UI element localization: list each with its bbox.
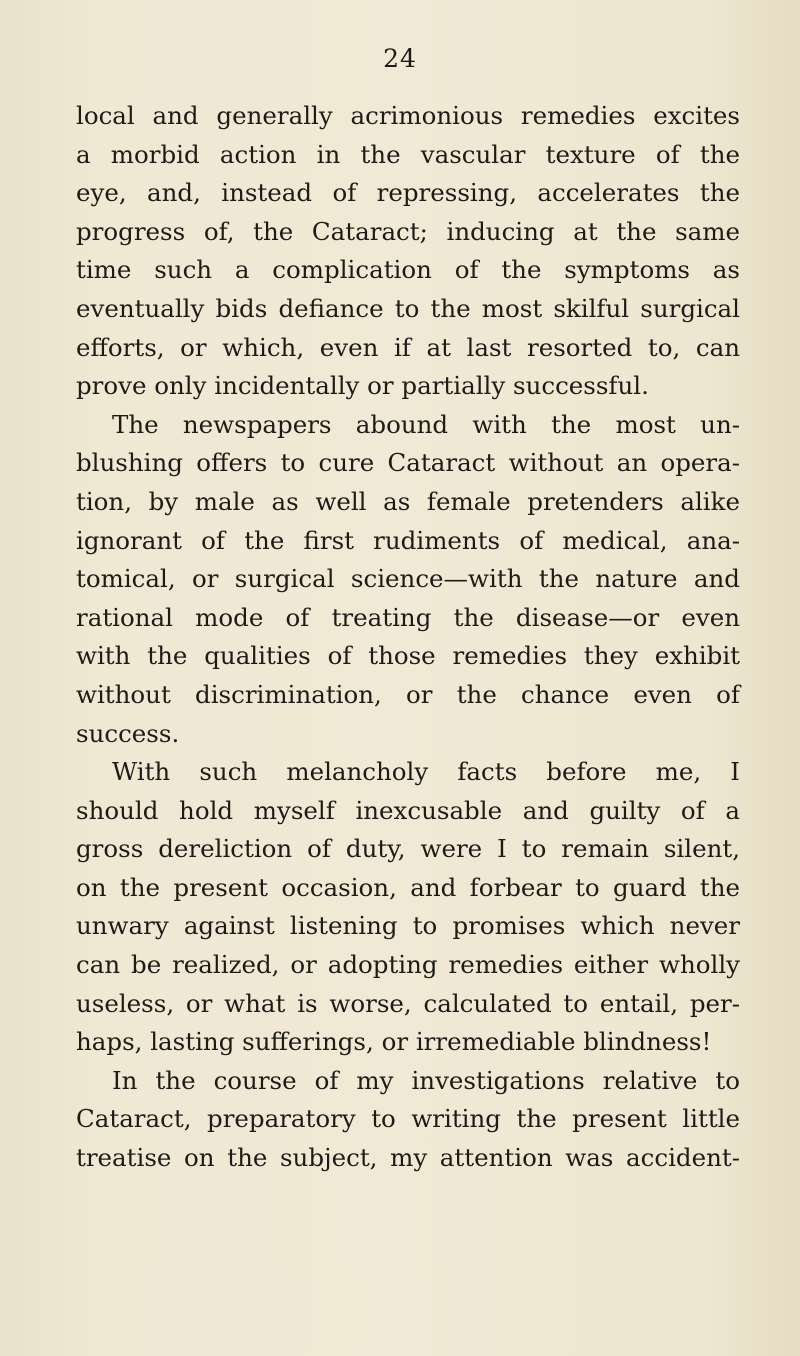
text-line: haps, lasting sufferings, or irremediable blindness! — [76, 1027, 712, 1057]
text-line: should hold myself inexcusable and guilty of a — [76, 795, 740, 825]
text-line: gross dereliction of duty, were I to remain silent, — [76, 834, 740, 864]
text-line: useless, or what is worse, calculated to entail, per- — [76, 988, 740, 1018]
text-line: treatise on the subject, my attention was accident- — [76, 1143, 740, 1173]
text-line: unwary against listening to promises which never — [76, 911, 740, 941]
text-line: eye, and, instead of repressing, accelerates the — [76, 178, 740, 208]
text-line: Cataract, preparatory to writing the present little — [76, 1104, 740, 1134]
text-line: local and generally acrimonious remedies excites — [76, 101, 740, 130]
text-line: with the qualities of those remedies they exhibit — [76, 641, 740, 671]
text-line: time such a complication of the symptoms as — [76, 255, 740, 285]
text-line: without discrimination, or the chance even of — [76, 679, 740, 709]
paragraph-start-line: In the course of my investigations relative to — [112, 1065, 740, 1095]
page-number: 24 — [383, 44, 417, 73]
text-line: ignorant of the first rudiments of medical, ana- — [76, 525, 740, 555]
text-line: eventually bids defiance to the most skilful surgical — [76, 293, 740, 323]
paragraph-start-line: The newspapers abound with the most un- — [112, 409, 740, 439]
paragraph-start-line: With such melancholy facts before me, I — [112, 757, 740, 787]
text-line: can be realized, or adopting remedies either wholly — [76, 950, 740, 980]
text-line: rational mode of treating the disease—or even — [76, 602, 740, 632]
text-line: efforts, or which, even if at last resorted to, can — [76, 332, 740, 362]
text-line: progress of, the Cataract; inducing at the same — [76, 216, 740, 246]
text-line: a morbid action in the vascular texture of the — [76, 139, 740, 169]
text-line: prove only incidentally or partially successful. — [76, 371, 649, 401]
text-line: on the present occasion, and forbear to guard the — [76, 872, 740, 902]
body-text — [76, 97, 740, 1178]
text-line: tion, by male as well as female pretenders alike — [76, 486, 740, 516]
text-line: tomical, or surgical science—with the nature and — [76, 564, 740, 594]
text-line: success. — [76, 718, 180, 748]
text-line: blushing offers to cure Cataract without an opera- — [76, 448, 740, 478]
